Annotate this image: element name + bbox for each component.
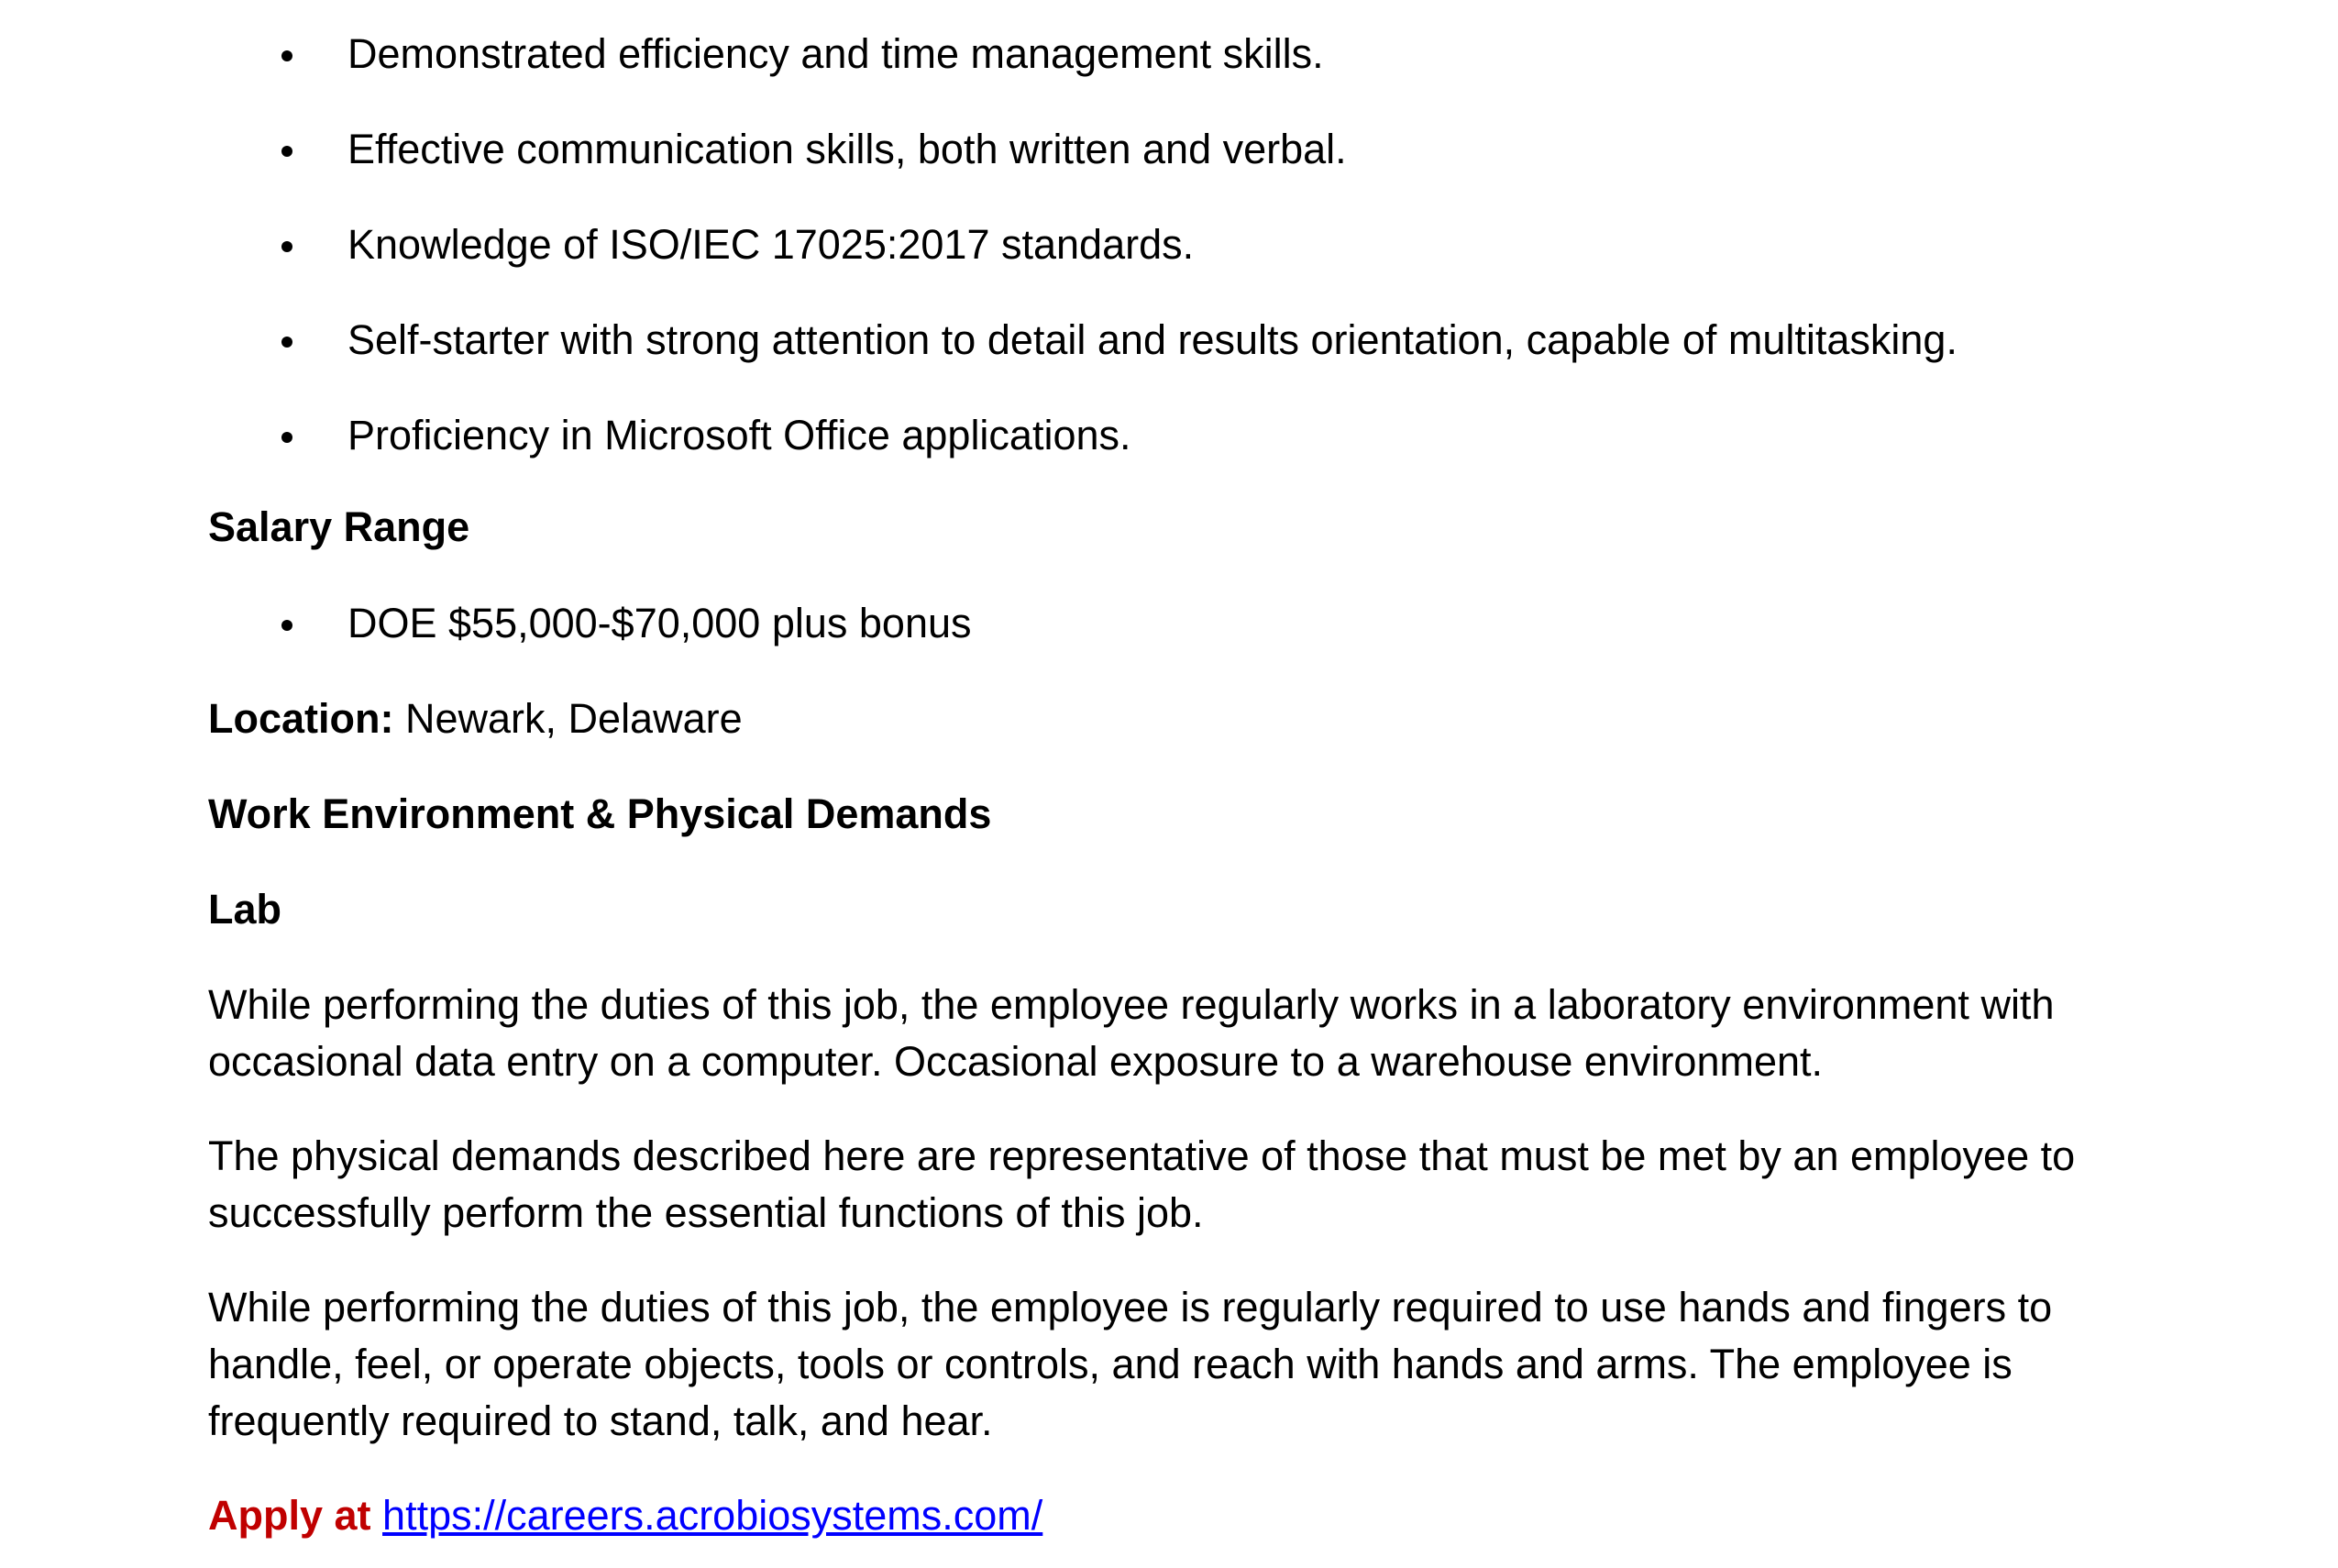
location-value: Newark, Delaware	[405, 695, 743, 742]
list-item-text: Knowledge of ISO/IEC 17025:2017 standards.	[347, 221, 1195, 268]
requirements-list	[208, 26, 1958, 464]
salary-list-container	[208, 595, 972, 652]
bullet-icon	[281, 50, 292, 61]
location-line	[208, 690, 743, 747]
list-spacer	[208, 178, 1958, 216]
list-spacer	[208, 83, 1958, 121]
location-label: Location:	[208, 695, 394, 742]
list-spacer	[208, 273, 1958, 312]
list-item	[208, 407, 1958, 464]
bullet-icon	[281, 146, 292, 157]
apply-line	[208, 1487, 1042, 1544]
bullet-icon	[281, 337, 292, 348]
paragraph: The physical demands described here are representative of those that must be met by an employee to successfully perform the essential functions of this job.	[208, 1132, 2076, 1236]
list-item	[208, 26, 1958, 83]
paragraph: While performing the duties of this job, the employee regularly works in a laboratory environment with occasional data entry on a computer. Occasional exposure to a warehouse environment.	[208, 981, 2055, 1085]
list-item-text: Self-starter with strong attention to detail and results orientation, capable of multitasking.	[347, 316, 1958, 363]
salary-list	[208, 595, 972, 652]
list-item	[208, 216, 1958, 273]
work-environment-heading: Work Environment & Physical Demands	[208, 790, 992, 837]
apply-label: Apply at	[208, 1492, 371, 1539]
list-item	[208, 121, 1958, 178]
requirements-list-container	[208, 26, 1958, 464]
paragraph: While performing the duties of this job, the employee is regularly required to use hands and fingers to handle, feel, or operate objects, tools or controls, and reach with hands and arms. The employee is frequently required to stand, talk, and hear.	[208, 1284, 2053, 1444]
list-item-text: Effective communication skills, both written and verbal.	[347, 126, 1347, 172]
list-item-text: DOE $55,000-$70,000 plus bonus	[347, 600, 972, 646]
bullet-icon	[281, 432, 292, 443]
lab-subheading: Lab	[208, 886, 282, 933]
list-item-text: Proficiency in Microsoft Office applications.	[347, 412, 1131, 458]
list-item	[208, 595, 972, 652]
bullet-icon	[281, 620, 292, 631]
careers-link[interactable]: https://careers.acrobiosystems.com/	[382, 1492, 1043, 1539]
bullet-icon	[281, 241, 292, 252]
salary-heading: Salary Range	[208, 503, 470, 550]
list-spacer	[208, 369, 1958, 407]
list-item-text: Demonstrated efficiency and time management skills.	[347, 30, 1324, 77]
list-item	[208, 312, 1958, 369]
